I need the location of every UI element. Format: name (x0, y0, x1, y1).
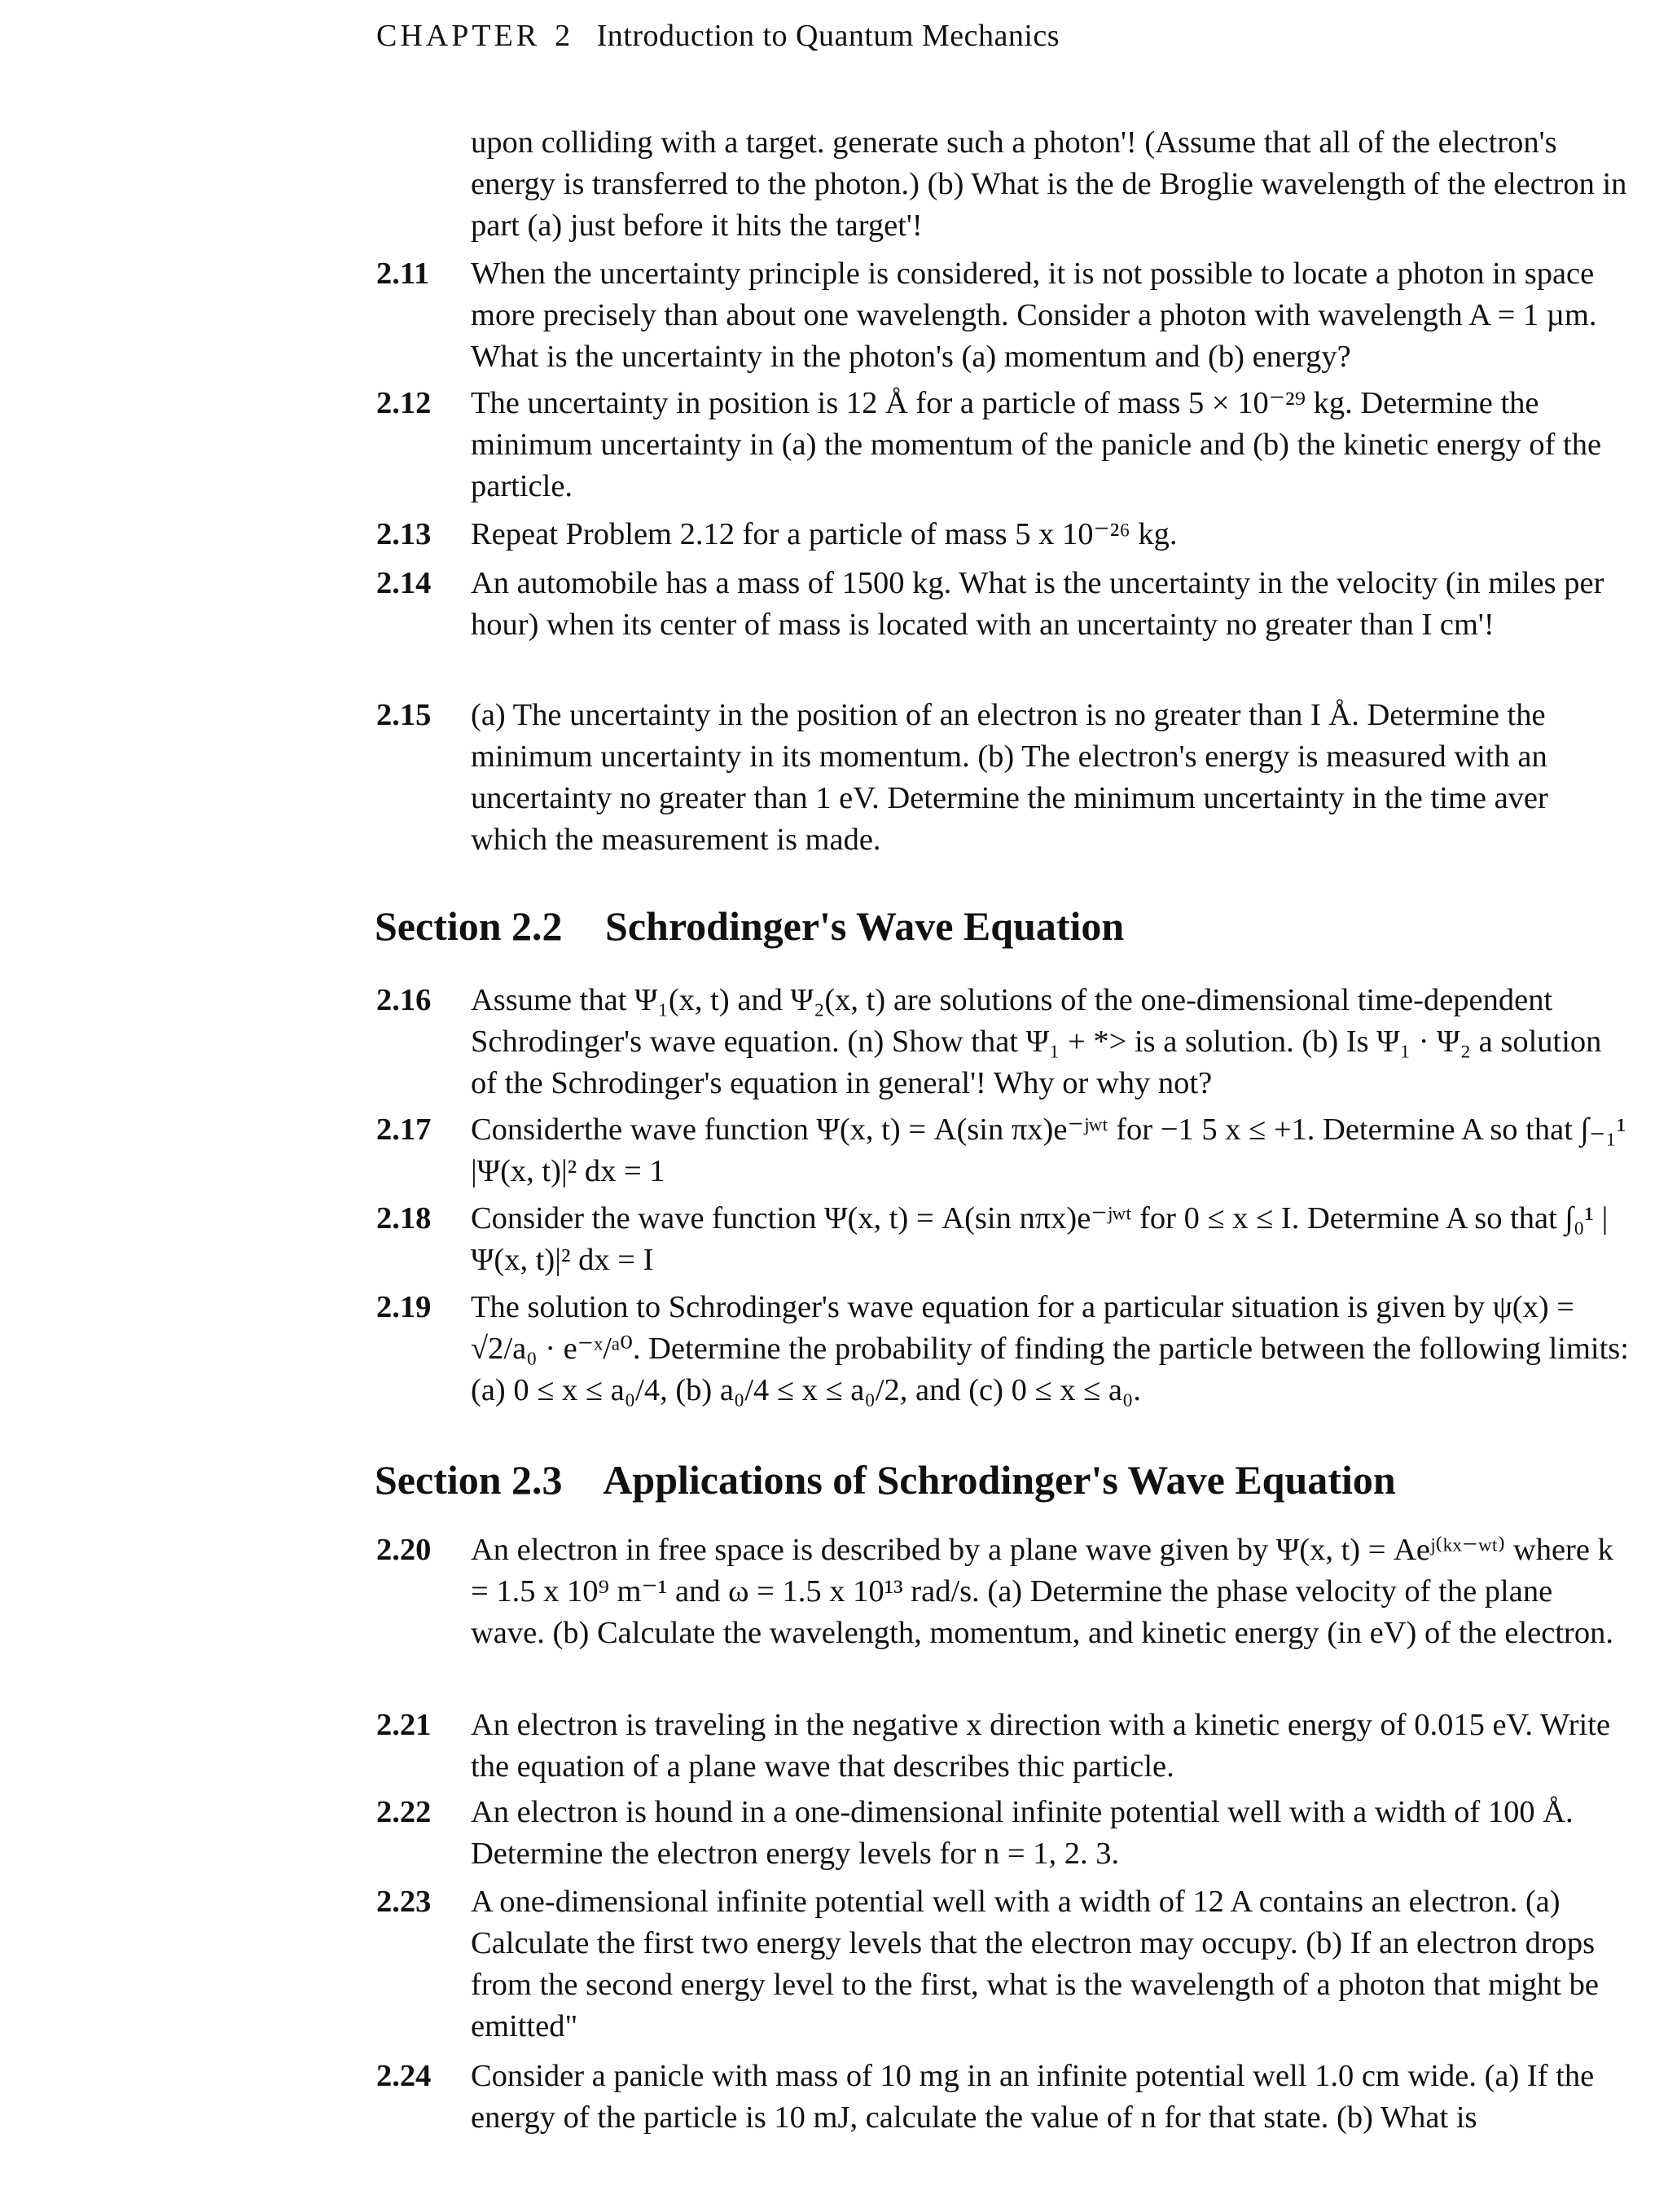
problem-text: Considerthe wave function Ψ(x, t) = A(sin πx)e⁻ʲʷᵗ for −1 5 x ≤ +1. Determine A so that ∫₋₁¹ |Ψ(x, t)|² dx = 1 (471, 1113, 1626, 1188)
problem-number: 2.18 (376, 1201, 432, 1235)
problem-text: An electron in free space is described by a plane wave given by Ψ(x, t) = Aeʲ⁽ᵏˣ⁻ʷᵗ⁾ where k = 1.5 x 10⁹ m⁻¹ and ω = 1.5 x 10¹³ rad/s. (a) Determine the phase velocity of the plane wave. (b) Calculate the wavelength, momentum, and kinetic energy (in eV) of the electron. (471, 1533, 1613, 1650)
problem-number: 2.20 (376, 1533, 432, 1567)
section-title: Applications of Schrodinger's Wave Equation (603, 1457, 1396, 1503)
problem-text: Consider a panicle with mass of 10 mg in an infinite potential well 1.0 cm wide. (a) If the energy of the particle is 10 mJ, calculate the value of n for that state. (b) What is (471, 2059, 1595, 2135)
problem-2-19 (376, 1287, 1631, 1411)
problem-text: An electron is traveling in the negative x direction with a kinetic energy of 0.015 eV. Write the equation of a plane wave that describes thic particle. (471, 1708, 1611, 1784)
section-number: Section 2.3 (375, 1457, 563, 1503)
section-number: Section 2.2 (375, 903, 563, 949)
problem-text: Repeat Problem 2.12 for a particle of mass 5 x 10⁻²⁶ kg. (471, 517, 1178, 551)
running-header (376, 18, 1060, 54)
problem-2-16 (376, 980, 1631, 1104)
problem-number: 2.23 (376, 1885, 432, 1919)
problem-2-21 (376, 1705, 1631, 1788)
problem-2-24 (376, 2056, 1631, 2139)
chapter-title: Introduction to Quantum Mechanics (596, 19, 1060, 53)
problem-number: 2.13 (376, 517, 432, 551)
problem-text: An automobile has a mass of 1500 kg. What is the uncertainty in the velocity (in miles per hour) when its center of mass is located with an uncertainty no greater than I cm'! (471, 566, 1604, 642)
problem-2-10-continued (376, 122, 1631, 247)
problem-text: upon colliding with a target. generate such a photon'! (Assume that all of the electron's energy is transferred to the photon.) (b) What is the de Broglie wavelength of the electron in part (a) just before it hits the target'! (471, 125, 1627, 243)
problem-2-12 (376, 383, 1631, 507)
problem-2-13 (376, 514, 1631, 555)
problem-number: 2.17 (376, 1113, 432, 1147)
chapter-number: 2 (555, 19, 571, 53)
problem-number: 2.22 (376, 1795, 432, 1829)
section-heading-2-3 (375, 1456, 1396, 1503)
problem-number: 2.24 (376, 2059, 432, 2093)
problem-number: 2.16 (376, 983, 432, 1017)
section-title: Schrodinger's Wave Equation (605, 903, 1125, 949)
problem-2-17 (376, 1109, 1631, 1192)
problem-text: A one-dimensional infinite potential well with a width of 12 A contains an electron. (a) Calculate the first two energy levels that the electron may occupy. (b) If an electron drops from the second energy level to the first, what is the wavelength of a photon that might be emitted" (471, 1885, 1599, 2043)
problem-2-20 (376, 1530, 1631, 1654)
problem-text: An electron is hound in a one-dimensional infinite potential well with a width of 100 Å. Determine the electron energy levels for n = 1, 2. 3. (471, 1795, 1574, 1871)
section-heading-2-2 (375, 902, 1124, 950)
problem-text: Assume that Ψ₁(x, t) and Ψ₂(x, t) are solutions of the one-dimensional time-dependent Schrodinger's wave equation. (n) Show that Ψ₁ + *> is a solution. (b) Is Ψ₁ · Ψ₂ a solution of the Schrodinger's equation in general'! Why or why not? (471, 983, 1602, 1100)
problem-2-22 (376, 1792, 1631, 1875)
problem-number: 2.14 (376, 566, 432, 600)
problem-number: 2.19 (376, 1290, 432, 1324)
problem-2-14 (376, 563, 1631, 646)
problem-text: Consider the wave function Ψ(x, t) = A(sin nπx)e⁻ʲʷᵗ for 0 ≤ x ≤ I. Determine A so that ∫₀¹ |Ψ(x, t)|² dx = I (471, 1201, 1609, 1277)
problem-text: The uncertainty in position is 12 Å for a particle of mass 5 × 10⁻²⁹ kg. Determine the minimum uncertainty in (a) the momentum of the panicle and (b) the kinetic energy of the particle. (471, 386, 1602, 503)
problem-number: 2.15 (376, 698, 432, 732)
problem-2-23 (376, 1881, 1631, 2047)
problem-2-11 (376, 253, 1631, 378)
problem-number: 2.11 (376, 257, 430, 291)
problem-text: The solution to Schrodinger's wave equation for a particular situation is given by ψ(x) = √2/a₀ · e⁻ˣ/ᵃ⁰. Determine the probability of finding the particle between the following limits: (a) 0 ≤ x ≤ a₀/4, (b) a₀/4 ≤ x ≤ a₀/2, and (c) 0 ≤ x ≤ a₀. (471, 1290, 1629, 1407)
problem-number: 2.21 (376, 1708, 432, 1742)
problem-2-18 (376, 1198, 1631, 1281)
problem-number: 2.12 (376, 386, 432, 420)
problem-text: When the uncertainty principle is considered, it is not possible to locate a photon in space more precisely than about one wavelength. Consider a photon with wavelength A = 1 µm. What is the uncertainty in the photon's (a) momentum and (b) energy? (471, 257, 1597, 374)
problem-text: (a) The uncertainty in the position of an electron is no greater than I Å. Determine the minimum uncertainty in its momentum. (b) The electron's energy is measured with an uncertainty no greater than 1 eV. Determine the minimum uncertainty in the time aver which the measurement is made. (471, 698, 1548, 857)
chapter-label: CHAPTER (376, 19, 541, 53)
problem-2-15 (376, 695, 1631, 861)
